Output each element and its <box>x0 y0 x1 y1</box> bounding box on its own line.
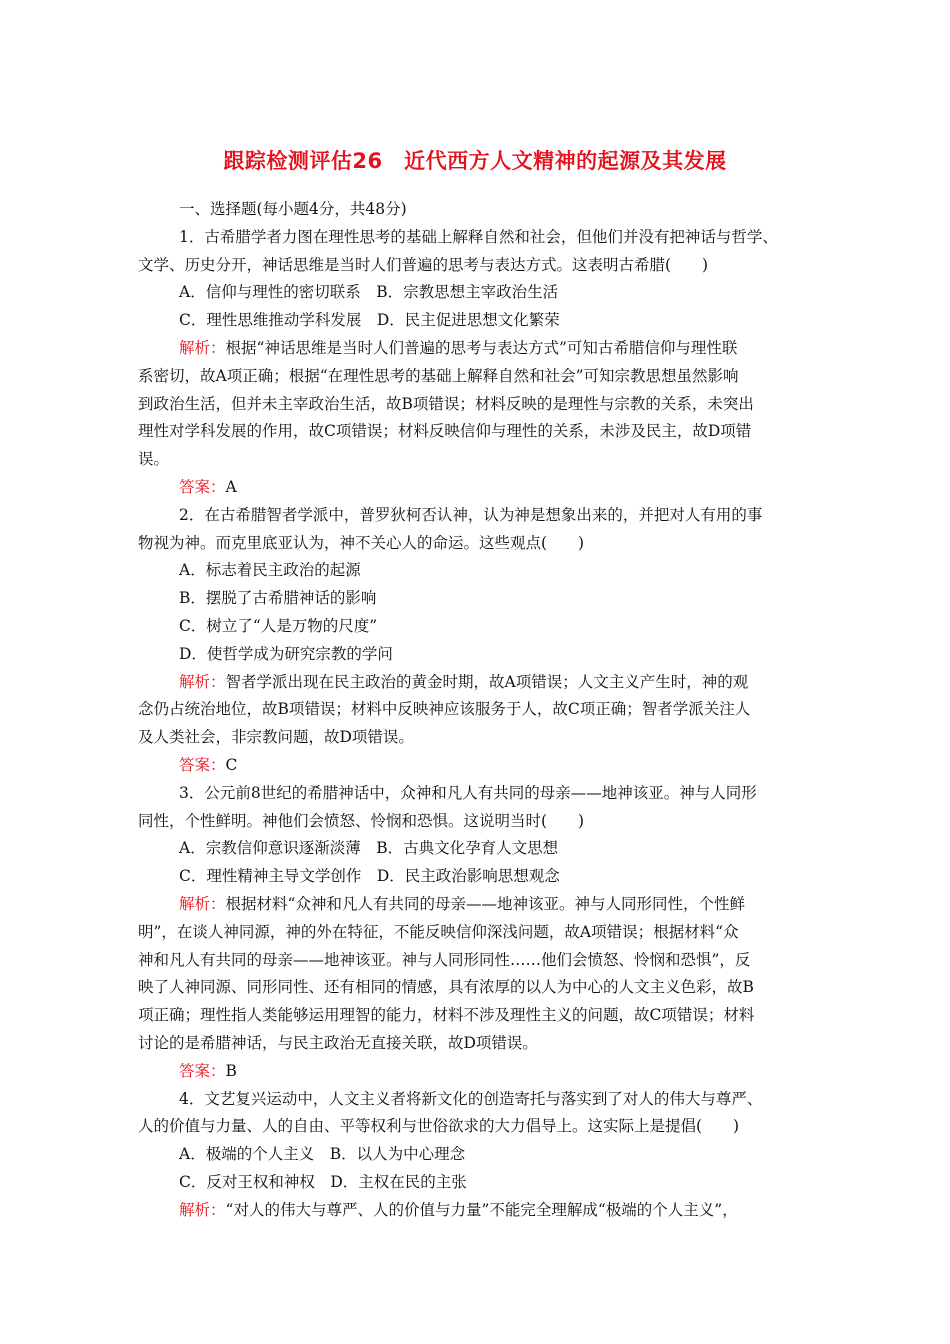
analysis-label: 解析： <box>179 672 226 691</box>
question-3-stem: 3．公元前8世纪的希腊神话中，众神和凡人有共同的母亲——地神该亚。神与人同形 <box>179 783 757 802</box>
question-3-analysis-cont: 讨论的是希腊神话，与民主政治无直接关联，故D项错误。 <box>138 1033 538 1052</box>
question-2-analysis-cont: 及人类社会，非宗教问题，故D项错误。 <box>138 728 414 747</box>
question-3-analysis <box>138 891 818 919</box>
question-2-stem: 2．在古希腊智者学派中，普罗狄柯否认神，认为神是想象出来的，并把对人有用的事 <box>179 505 763 524</box>
analysis-text: 智者学派出现在民主政治的黄金时期，故A项错误；人文主义产生时，神的观 <box>225 672 749 691</box>
answer-label: 答案： <box>179 477 226 496</box>
question-1-analysis-cont: 系密切，故A项正确；根据“在理性思考的基础上解释自然和社会”可知宗教思想虽然影响 <box>138 366 739 385</box>
question-1-options-cd: C．理性思维推动学科发展 D．民主促进思想文化繁荣 <box>179 311 560 330</box>
answer-label: 答案： <box>179 1061 226 1080</box>
question-2-analysis <box>138 669 818 697</box>
analysis-text: 根据材料“众神和凡人有共同的母亲——地神该亚。神与人同形同性，个性鲜 <box>225 894 745 913</box>
question-4-stem-cont: 人的价值与力量、人的自由、平等权利与世俗欲求的大力倡导上。这实际上是提倡( ) <box>138 1117 740 1136</box>
analysis-label: 解析： <box>179 1200 226 1219</box>
question-1-answer <box>138 474 818 502</box>
question-4-stem: 4．文艺复兴运动中，人文主义者将新文化的创造寄托与落实到了对人的伟大与尊严、 <box>179 1089 763 1108</box>
question-2-option-a: A．标志着民主政治的起源 <box>179 561 361 580</box>
answer-value: A <box>225 477 237 496</box>
page-title: 跟踪检测评估26 近代西方人文精神的起源及其发展 <box>223 149 727 173</box>
question-3-stem-cont: 同性，个性鲜明。神他们会愤怒、怜悯和恐惧。这说明当时( ) <box>138 811 585 830</box>
question-3-answer <box>138 1058 818 1086</box>
answer-label: 答案： <box>179 755 226 774</box>
question-3-analysis-cont: 明”，在谈人神同源，神的外在特征，不能反映信仰深浅问题，故A项错误；根据材料“众 <box>138 922 739 941</box>
question-1-analysis <box>138 335 818 363</box>
answer-value: B <box>225 1061 237 1080</box>
question-4-options-ab: A．极端的个人主义 B．以人为中心理念 <box>179 1145 466 1164</box>
question-2-option-c: C．树立了“人是万物的尺度” <box>179 616 378 635</box>
question-3-options-cd: C．理性精神主导文学创作 D．民主政治影响思想观念 <box>179 867 560 886</box>
document-body <box>138 196 818 1224</box>
question-3-analysis-cont: 神和凡人有共同的母亲——地神该亚。神与人同形同性……他们会愤怒、怜悯和恐惧”，反 <box>138 950 751 969</box>
question-1-analysis-cont: 到政治生活，但并未主宰政治生活，故B项错误；材料反映的是理性与宗教的关系，未突出 <box>138 394 754 413</box>
question-3-options-ab: A．宗教信仰意识逐渐淡薄 B．古典文化孕育人文思想 <box>179 839 559 858</box>
question-2-answer <box>138 752 818 780</box>
question-3-analysis-cont: 映了人神同源、同形同性、还有相同的情感，具有浓厚的以人为中心的人文主义色彩，故B <box>138 978 754 997</box>
question-4-analysis <box>138 1197 818 1225</box>
question-1-analysis-cont: 误。 <box>138 450 170 469</box>
question-3-analysis-cont: 项正确；理性指人类能够运用理智的能力，材料不涉及理性主义的问题，故C项错误；材料 <box>138 1006 755 1025</box>
question-1-stem: 1．古希腊学者力图在理性思考的基础上解释自然和社会，但他们并没有把神话与哲学、 <box>179 227 778 246</box>
question-4-options-cd: C．反对王权和神权 D．主权在民的主张 <box>179 1172 467 1191</box>
question-2-analysis-cont: 念仍占统治地位，故B项错误；材料中反映神应该服务于人，故C项正确；智者学派关注人 <box>138 700 751 719</box>
question-1-options-ab: A．信仰与理性的密切联系 B．宗教思想主宰政治生活 <box>179 283 559 302</box>
analysis-text: 根据“神话思维是当时人们普遍的思考与表达方式”可知古希腊信仰与理性联 <box>225 338 738 357</box>
question-2-stem-cont: 物视为神。而克里底亚认为，神不关心人的命运。这些观点( ) <box>138 533 585 552</box>
answer-value: C <box>225 755 238 774</box>
question-2-option-b: B．摆脱了古希腊神话的影响 <box>179 589 377 608</box>
analysis-text: “对人的伟大与尊严、人的价值与力量”不能完全理解成“极端的个人主义”， <box>225 1200 738 1219</box>
section-heading: 一、选择题(每小题4分，共48分) <box>179 200 407 218</box>
question-2-option-d: D．使哲学成为研究宗教的学问 <box>179 644 393 663</box>
question-1-stem-cont: 文学、历史分开，神话思维是当时人们普遍的思考与表达方式。这表明古希腊( ) <box>138 255 709 274</box>
question-1-analysis-cont: 理性对学科发展的作用，故C项错误；材料反映信仰与理性的关系，未涉及民主，故D项错 <box>138 422 752 441</box>
analysis-label: 解析： <box>179 894 226 913</box>
analysis-label: 解析： <box>179 338 226 357</box>
